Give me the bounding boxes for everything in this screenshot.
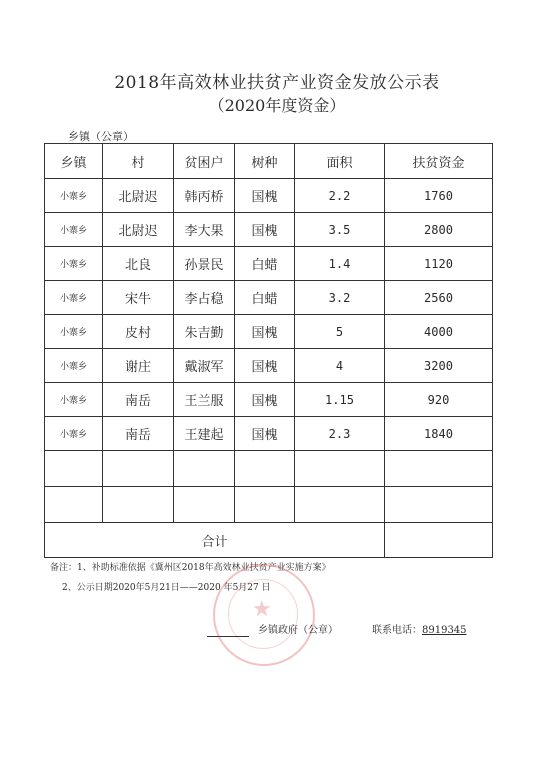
cell-area: 2.2 bbox=[295, 179, 385, 213]
cell-town: 小寨乡 bbox=[45, 247, 103, 281]
page-subtitle: （2020年度资金） bbox=[208, 96, 346, 115]
cell-town: 小寨乡 bbox=[45, 315, 103, 349]
cell-town: 小寨乡 bbox=[45, 417, 103, 451]
cell-village: 北尉迟 bbox=[103, 213, 174, 247]
cell-village: 皮村 bbox=[103, 315, 174, 349]
cell-tree-species: 白蜡 bbox=[235, 281, 295, 315]
empty-cell bbox=[103, 451, 174, 487]
cell-household: 王兰服 bbox=[174, 383, 235, 417]
header-tree-species: 树种 bbox=[235, 144, 295, 179]
cell-village: 南岳 bbox=[103, 417, 174, 451]
table-row bbox=[45, 349, 493, 383]
cell-household: 朱吉勤 bbox=[174, 315, 235, 349]
cell-village: 谢庄 bbox=[103, 349, 174, 383]
note-line-1: 备注：1、补助标准依据《冀州区2018年高效林业扶贫产业实施方案》 bbox=[50, 563, 331, 573]
cell-village: 北良 bbox=[103, 247, 174, 281]
cell-town: 小寨乡 bbox=[45, 383, 103, 417]
cell-household: 李大果 bbox=[174, 213, 235, 247]
total-value bbox=[385, 523, 493, 558]
empty-cell bbox=[235, 487, 295, 523]
empty-cell bbox=[235, 451, 295, 487]
header-area: 面积 bbox=[295, 144, 385, 179]
cell-area: 3.2 bbox=[295, 281, 385, 315]
cell-tree-species: 国槐 bbox=[235, 349, 295, 383]
empty-cell bbox=[45, 487, 103, 523]
contact-info bbox=[372, 621, 467, 636]
cell-area: 2.3 bbox=[295, 417, 385, 451]
table-row bbox=[45, 213, 493, 247]
table-row bbox=[45, 383, 493, 417]
table-row bbox=[45, 247, 493, 281]
header-village: 村 bbox=[103, 144, 174, 179]
cell-household: 戴淑军 bbox=[174, 349, 235, 383]
cell-tree-species: 国槐 bbox=[235, 315, 295, 349]
table-row bbox=[45, 315, 493, 349]
header-town: 乡镇 bbox=[45, 144, 103, 179]
empty-row bbox=[45, 451, 493, 487]
cell-tree-species: 国槐 bbox=[235, 383, 295, 417]
official-seal bbox=[213, 564, 315, 666]
town-seal-label: 乡镇（公章） bbox=[68, 130, 134, 143]
cell-fund: 1840 bbox=[385, 417, 493, 451]
contact-phone: 8919345 bbox=[422, 625, 467, 636]
note-line-2: 2、公示日期2020年5月21日——2020 年5月27 日 bbox=[62, 583, 271, 593]
cell-town: 小寨乡 bbox=[45, 349, 103, 383]
empty-row bbox=[45, 487, 493, 523]
cell-village: 南岳 bbox=[103, 383, 174, 417]
empty-cell bbox=[385, 451, 493, 487]
page-title: 2018年高效林业扶贫产业资金发放公示表 bbox=[114, 73, 440, 93]
cell-town: 小寨乡 bbox=[45, 179, 103, 213]
table-header-row bbox=[45, 144, 493, 179]
total-row bbox=[45, 523, 493, 558]
cell-area: 5 bbox=[295, 315, 385, 349]
cell-area: 3.5 bbox=[295, 213, 385, 247]
empty-cell bbox=[103, 487, 174, 523]
cell-area: 4 bbox=[295, 349, 385, 383]
cell-area: 1.15 bbox=[295, 383, 385, 417]
cell-tree-species: 国槐 bbox=[235, 417, 295, 451]
cell-area: 1.4 bbox=[295, 247, 385, 281]
cell-tree-species: 国槐 bbox=[235, 179, 295, 213]
cell-village: 宋牛 bbox=[103, 281, 174, 315]
government-signature-label: 乡镇政府（公章） bbox=[258, 625, 338, 636]
empty-cell bbox=[174, 487, 235, 523]
signature-line bbox=[207, 626, 249, 637]
fund-table bbox=[44, 143, 493, 558]
cell-fund: 3200 bbox=[385, 349, 493, 383]
cell-fund: 1120 bbox=[385, 247, 493, 281]
cell-fund: 2560 bbox=[385, 281, 493, 315]
header-fund: 扶贫资金 bbox=[385, 144, 493, 179]
empty-cell bbox=[385, 487, 493, 523]
seal-star-icon: ★ bbox=[252, 597, 272, 622]
cell-town: 小寨乡 bbox=[45, 281, 103, 315]
cell-fund: 920 bbox=[385, 383, 493, 417]
cell-fund: 2800 bbox=[385, 213, 493, 247]
cell-fund: 1760 bbox=[385, 179, 493, 213]
table-row bbox=[45, 417, 493, 451]
table-row bbox=[45, 281, 493, 315]
total-label: 合计 bbox=[45, 523, 385, 558]
cell-household: 韩丙桥 bbox=[174, 179, 235, 213]
cell-village: 北尉迟 bbox=[103, 179, 174, 213]
cell-fund: 4000 bbox=[385, 315, 493, 349]
table-row bbox=[45, 179, 493, 213]
empty-cell bbox=[295, 451, 385, 487]
contact-label: 联系电话： bbox=[372, 625, 422, 636]
empty-cell bbox=[295, 487, 385, 523]
empty-cell bbox=[174, 451, 235, 487]
header-household: 贫困户 bbox=[174, 144, 235, 179]
cell-tree-species: 白蜡 bbox=[235, 247, 295, 281]
cell-household: 李占稳 bbox=[174, 281, 235, 315]
cell-household: 孙景民 bbox=[174, 247, 235, 281]
empty-cell bbox=[45, 451, 103, 487]
cell-town: 小寨乡 bbox=[45, 213, 103, 247]
cell-household: 王建起 bbox=[174, 417, 235, 451]
cell-tree-species: 国槐 bbox=[235, 213, 295, 247]
